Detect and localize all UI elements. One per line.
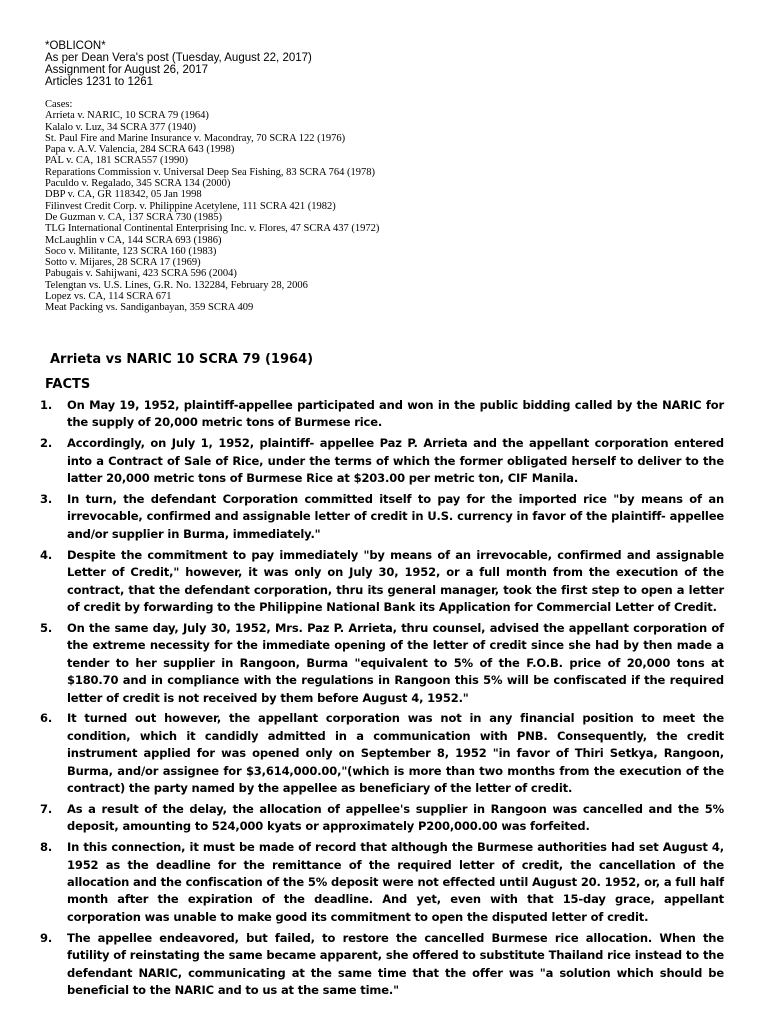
case-item: Soco v. Militante, 123 SCRA 160 (1983) <box>45 245 217 257</box>
case-item: TLG International Continental Enterprising Inc. v. Flores, 47 SCRA 437 (1972) <box>45 223 380 235</box>
fact-number: 6. <box>40 711 53 726</box>
header-articles: Articles 1231 to 1261 <box>45 76 154 88</box>
case-item: Papa v. A.V. Valencia, 284 SCRA 643 (1998) <box>45 144 235 156</box>
facts-list <box>38 397 724 1003</box>
case-item: Meat Packing vs. Sandiganbayan, 359 SCRA 409 <box>45 302 254 314</box>
header-source: As per Dean Vera's post (Tuesday, August 22, 2017) <box>45 52 312 64</box>
case-item: DBP v. CA, GR 118342, 05 Jan 1998 <box>45 189 202 201</box>
case-item: McLaughlin v CA, 144 SCRA 693 (1986) <box>45 234 222 246</box>
case-item: PAL v. CA, 181 SCRA557 (1990) <box>45 155 188 167</box>
fact-item <box>38 801 724 836</box>
fact-item <box>38 710 724 797</box>
case-item: St. Paul Fire and Marine Insurance v. Macondray, 70 SCRA 122 (1976) <box>45 132 346 144</box>
case-item: Telengtan vs. U.S. Lines, G.R. No. 132284, February 28, 2006 <box>45 279 308 291</box>
case-item: Paculdo v. Regalado, 345 SCRA 134 (2000) <box>45 178 231 190</box>
fact-number: 5. <box>40 620 53 635</box>
case-item: Arrieta v. NARIC, 10 SCRA 79 (1964) <box>45 110 209 122</box>
fact-text: In turn, the defendant Corporation committed itself to pay for the imported rice "by means of an irrevocable, confirmed and assignable letter of credit in U.S. currency in favor of the plaintiff- appellee and/or supplier in Burma, immediately." <box>67 492 724 541</box>
fact-item <box>38 930 724 1000</box>
case-item: Reparations Commission v. Universal Deep Sea Fishing, 83 SCRA 764 (1978) <box>45 166 376 178</box>
case-item: Sotto v. Mijares, 28 SCRA 17 (1969) <box>45 257 201 269</box>
fact-number: 2. <box>40 436 53 451</box>
fact-item <box>38 435 724 487</box>
facts-heading: FACTS <box>45 377 91 392</box>
case-item: Pabugais v. Sahijwani, 423 SCRA 596 (2004) <box>45 268 237 280</box>
fact-number: 4. <box>40 547 53 562</box>
fact-text: It turned out however, the appellant corporation was not in any financial position to meet the condition, which it candidly admitted in a communication with PNB. Consequently, the credit instrument applied for was opened only on September 8, 1952 "in favor of Thiri Setkya, Rangoon, Burma, and/or assignee for $3,614,000.00,"(which is more than two months from the execution of the contract) the party named by the appellee as beneficiary of the letter of credit. <box>67 711 724 796</box>
fact-number: 9. <box>40 930 53 945</box>
fact-number: 7. <box>40 801 53 816</box>
cases-list <box>45 99 725 314</box>
header-title: *OBLICON* <box>45 40 106 52</box>
fact-item <box>38 839 724 926</box>
fact-item <box>38 397 724 432</box>
fact-number: 8. <box>40 840 53 855</box>
case-item: Lopez vs. CA, 114 SCRA 671 <box>45 291 172 303</box>
fact-item <box>38 620 724 707</box>
header-assignment: Assignment for August 26, 2017 <box>45 64 209 76</box>
cases-label: Cases: <box>45 99 73 110</box>
case-title: Arrieta vs NARIC 10 SCRA 79 (1964) <box>50 352 314 367</box>
fact-text: As a result of the delay, the allocation of appellee's supplier in Rangoon was cancelled and the 5% deposit, amounting to 524,000 kyats or approximately P200,000.00 was forfeited. <box>67 801 724 834</box>
fact-text: The appellee endeavored, but failed, to restore the cancelled Burmese rice allocation. When the futility of reinstating the same became apparent, she offered to substitute Thailand rice instead to the defendant NARIC, communicating at the same time that the offer was "a solution which should be beneficial to the NARIC and to us at the same time." <box>67 930 724 997</box>
fact-number: 3. <box>40 492 53 507</box>
document-header <box>45 40 725 88</box>
fact-item <box>38 491 724 543</box>
fact-number: 1. <box>40 398 53 412</box>
case-item: Filinvest Credit Corp. v. Philippine Acetylene, 111 SCRA 421 (1982) <box>45 200 336 212</box>
case-item: De Guzman v. CA, 137 SCRA 730 (1985) <box>45 211 222 223</box>
fact-item <box>38 547 724 617</box>
fact-text: Despite the commitment to pay immediately "by means of an irrevocable, confirmed and assignable Letter of Credit," however, it was only on July 30, 1952, or a full month from the execution of the contract, that the defendant corporation, thru its general manager, took the first step to open a letter of credit by forwarding to the Philippine National Bank its Application for Commercial Letter of Credit. <box>67 547 724 614</box>
case-item: Kalalo v. Luz, 34 SCRA 377 (1940) <box>45 121 196 133</box>
fact-text: On May 19, 1952, plaintiff-appellee participated and won in the public bidding called by the NARIC for the supply of 20,000 metric tons of Burmese rice. <box>67 398 724 430</box>
fact-text: In this connection, it must be made of record that although the Burmese authorities had set August 4, 1952 as the deadline for the remittance of the required letter of credit, the cancellation of the allocation and the confiscation of the 5% deposit were not effected until August 20. 1952, or, a full half month after the expiration of the deadline. And yet, even with that 15-day grace, appellant corporation was unable to make good its commitment to open the disputed letter of credit. <box>67 840 724 924</box>
fact-text: Accordingly, on July 1, 1952, plaintiff- appellee Paz P. Arrieta and the appellant corporation entered into a Contract of Sale of Rice, under the terms of which the former obligated herself to deliver to the latter 20,000 metric tons of Burmese Rice at $203.00 per metric ton, CIF Manila. <box>67 436 724 486</box>
fact-text: On the same day, July 30, 1952, Mrs. Paz P. Arrieta, thru counsel, advised the appellant corporation of the extreme necessity for the immediate opening of the letter of credit since she had by then made a tender to her supplier in Rangoon, Burma "equivalent to 5% of the F.O.B. price of 20,000 tons at $180.70 and in compliance with the regulations in Rangoon this 5% will be confiscated if the required letter of credit is not received by them before August 4, 1952." <box>67 620 724 705</box>
